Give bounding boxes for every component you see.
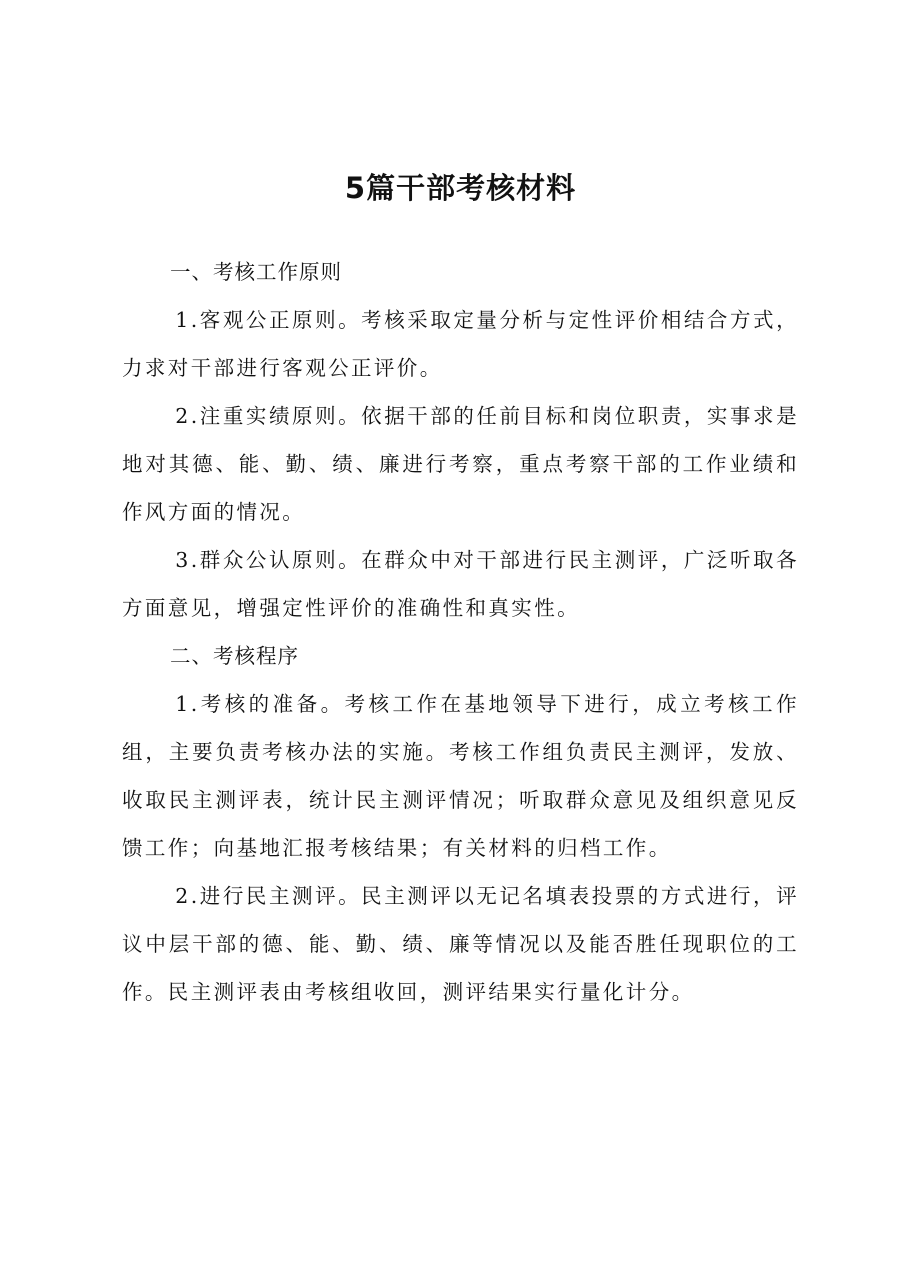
paragraph-procedure-preparation: 1.考核的准备。考核工作在基地领导下进行，成立考核工作组，主要负责考核办法的实施。考核工作组负责民主测评，发放、收取民主测评表，统计民主测评情况；听取群众意见及组织意见反馈工作；向基地汇报考核结果；有关材料的归档工作。 — [122, 692, 799, 860]
paragraph-principle-objective: 1.客观公正原则。考核采取定量分析与定性评价相结合方式，力求对干部进行客观公正评价。 — [122, 308, 799, 380]
section-heading-principles: 一、考核工作原则 — [170, 260, 342, 284]
section-heading-procedure: 二、考核程序 — [170, 644, 299, 668]
paragraph-principle-performance: 2.注重实绩原则。依据干部的任前目标和岗位职责，实事求是地对其德、能、勤、绩、廉进行考察，重点考察干部的工作业绩和作风方面的情况。 — [122, 404, 799, 524]
document-title: 5篇干部考核材料 — [344, 171, 577, 205]
paragraph-principle-public: 3.群众公认原则。在群众中对干部进行民主测评，广泛听取各方面意见，增强定性评价的准确性和真实性。 — [122, 548, 799, 620]
document-body — [122, 248, 799, 1016]
paragraph-procedure-evaluation: 2.进行民主测评。民主测评以无记名填表投票的方式进行，评议中层干部的德、能、勤、绩、廉等情况以及能否胜任现职位的工作。民主测评表由考核组收回，测评结果实行量化计分。 — [122, 884, 799, 1004]
